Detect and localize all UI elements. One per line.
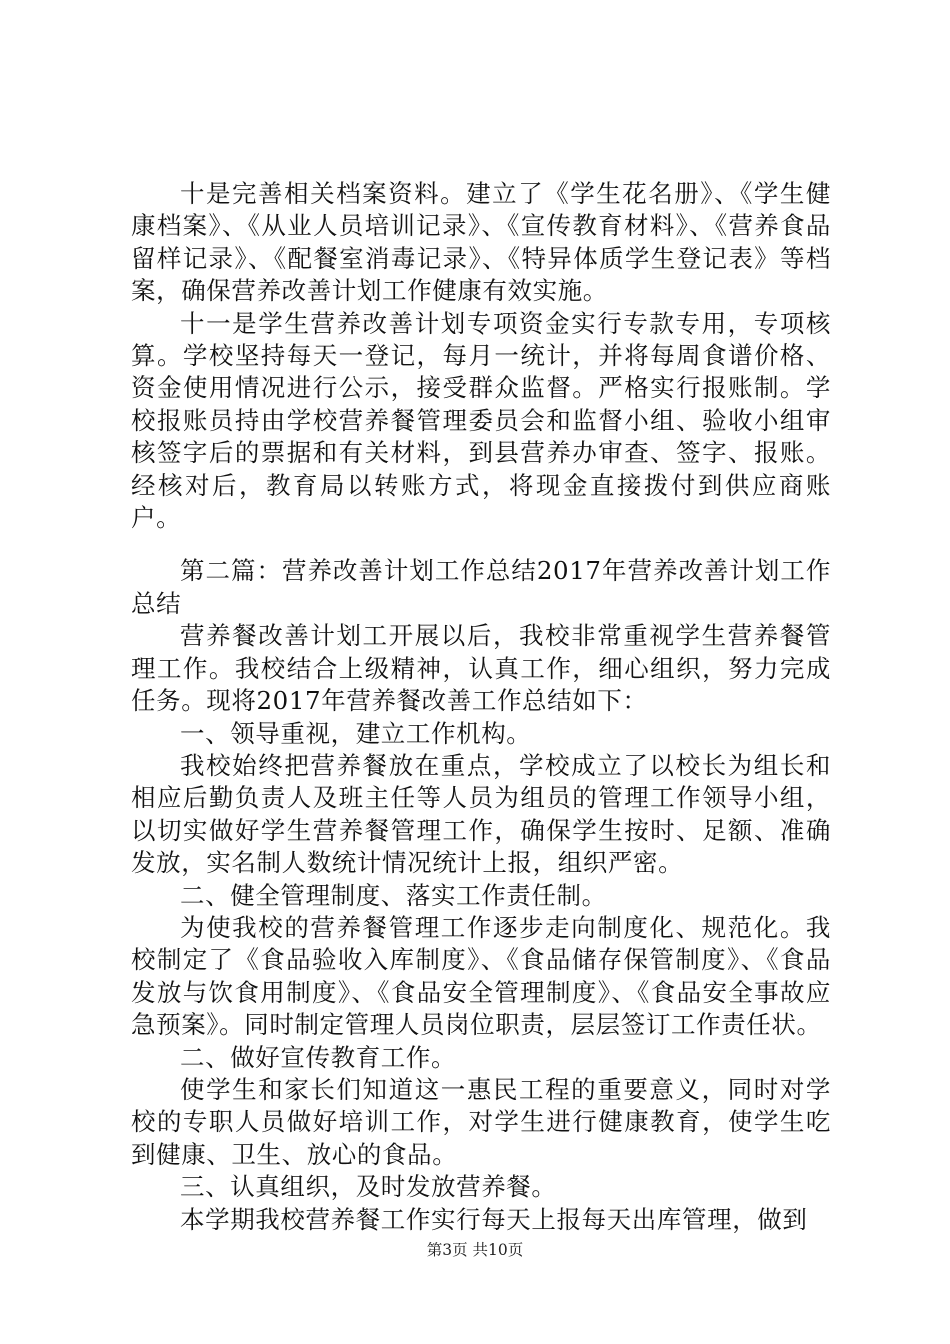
paragraph-archives: 十是完善相关档案资料。建立了《学生花名册》、《学生健康档案》、《从业人员培训记录》、《宣传教育材料》、《营养食品留样记录》、《配餐室消毒记录》、《特异体质学生登记表》等档案，确保营养改善计划工作健康有效实施。 <box>131 179 831 306</box>
section-spacer <box>131 534 831 555</box>
paragraph-management-system: 为使我校的营养餐管理工作逐步走向制度化、规范化。我校制定了《食品验收入库制度》、《食品储存保管制度》、《食品发放与饮食用制度》、《食品安全管理制度》、《食品安全事故应急预案》。同时制定管理人员岗位职责，层层签订工作责任状。 <box>131 912 831 1040</box>
paragraph-funds: 十一是学生营养改善计划专项资金实行专款专用，专项核算。学校坚持每天一登记，每月一统计，并将每周食谱价格、资金使用情况进行公示，接受群众监督。严格实行报账制。学校报账员持由学校营养餐管理委员会和监督小组、验收小组审核签字后的票据和有关材料，到县营养办审查、签字、报账。经核对后，教育局以转账方式，将现金直接拨付到供应商账户。 <box>131 308 831 533</box>
paragraph-distribution: 本学期我校营养餐工作实行每天上报每天出库管理，做到 <box>180 1204 808 1234</box>
heading-management-system: 二、健全管理制度、落实工作责任制。 <box>180 880 607 910</box>
paragraph-publicity: 使学生和家长们知道这一惠民工程的重要意义，同时对学校的专职人员做好培训工作，对学生进行健康教育，使学生吃到健康、卫生、放心的食品。 <box>131 1074 831 1169</box>
heading-leadership: 一、领导重视，建立工作机构。 <box>180 718 532 748</box>
paragraph-intro: 营养餐改善计划工开展以后，我校非常重视学生营养餐管理工作。我校结合上级精神，认真工作，细心组织，努力完成任务。现将2017年营养餐改善工作总结如下： <box>131 621 831 716</box>
heading-distribution: 三、认真组织，及时发放营养餐。 <box>180 1172 557 1202</box>
page-number-footer: 第3页 共10页 <box>426 1241 524 1259</box>
heading-publicity: 二、做好宣传教育工作。 <box>180 1042 457 1072</box>
section-title: 第二篇：营养改善计划工作总结2017年营养改善计划工作总结 <box>131 556 831 618</box>
document-body <box>131 178 831 1236</box>
paragraph-leadership: 我校始终把营养餐放在重点，学校成立了以校长为组长和相应后勤负责人及班主任等人员为组员的管理工作领导小组，以切实做好学生营养餐管理工作，确保学生按时、足额、准确发放，实名制人数统计情况统计上报，组织严密。 <box>131 750 831 878</box>
